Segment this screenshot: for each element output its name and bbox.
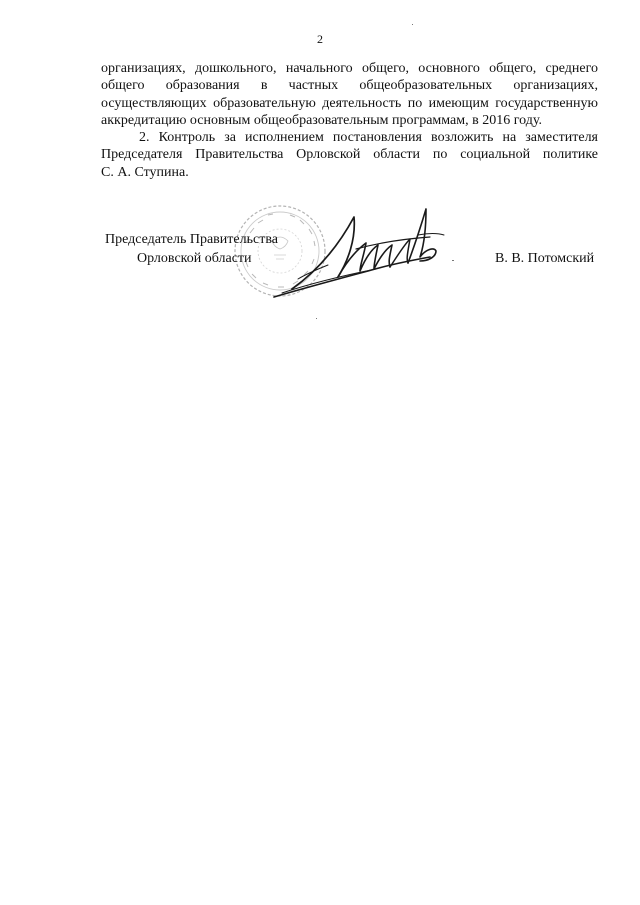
scan-speck (452, 260, 454, 261)
text-line: Председателя Правительства Орловской области по социальной политике (101, 147, 598, 163)
signatory-title-line-1: Председатель Правительства (105, 232, 278, 247)
signatory-title-line-2: Орловской области (137, 251, 252, 266)
text-line: аккредитацию основным общеобразовательным программам, в 2016 году. (101, 112, 542, 128)
text-line: организациях, дошкольного, начального общего, основного общего, среднего (101, 61, 598, 76)
scan-speck (316, 318, 317, 319)
scan-speck (412, 24, 413, 25)
page-number: 2 (317, 32, 323, 46)
text-line: осуществляющих образовательную деятельность по имеющим государственную (101, 95, 598, 111)
signature-block (0, 195, 640, 315)
text-line: 2. Контроль за исполнением постановления возложить на заместителя (139, 130, 598, 146)
handwritten-signature (268, 199, 448, 303)
signatory-name: В. В. Потомский (495, 251, 595, 266)
body-text (101, 60, 598, 181)
text-line: общего образования в частных общеобразовательных организациях, (101, 78, 598, 94)
text-line: С. А. Ступина. (101, 164, 189, 180)
paragraph-2 (101, 129, 598, 181)
paragraph-continuation (101, 60, 598, 129)
